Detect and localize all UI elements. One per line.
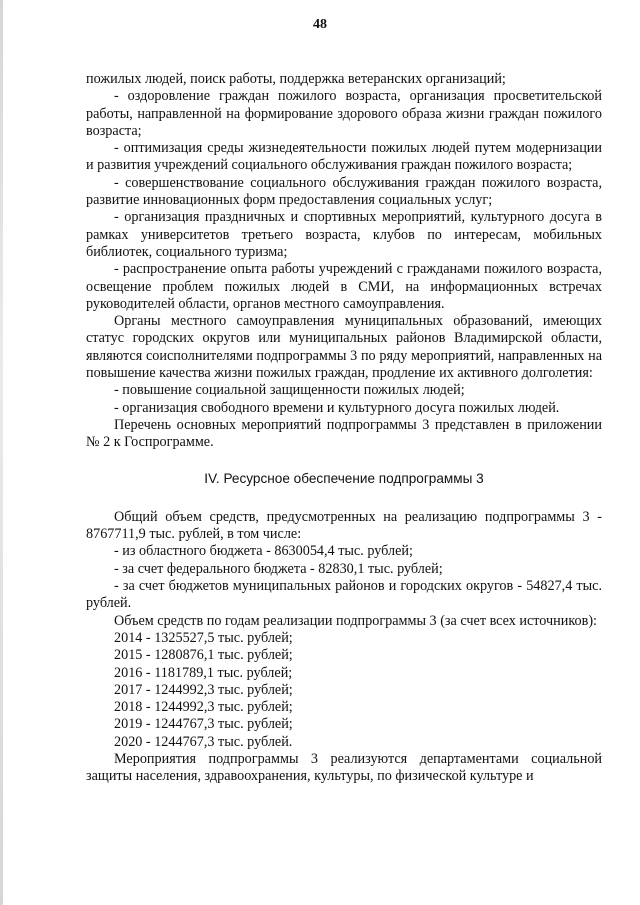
yearly-funding-item: 2018 - 1244992,3 тыс. рублей; (114, 699, 293, 716)
yearly-funding-item: 2019 - 1244767,3 тыс. рублей; (114, 716, 293, 733)
page-number: 48 (313, 17, 327, 32)
body-paragraph-7: - повышение социальной защищенности пожилых людей; (114, 382, 465, 399)
section-heading: IV. Ресурсное обеспечение подпрограммы 3 (204, 470, 484, 486)
funding-paragraph-3: - за счет бюджетов муниципальных районов и городских округов - 54827,4 тыс. рублей. (86, 578, 602, 612)
body-paragraph-6: Органы местного самоуправления муниципальных образований, имеющих статус городских округов или муниципальных районов Владимирской области, являются соисполнителями подпрограммы 3 по ряду мероприятий, направленных на повышение качества жизни пожилых граждан, продление их активного долголетия: (86, 313, 602, 382)
body-paragraph-1: - оздоровление граждан пожилого возраста, организация просветительской работы, направленной на формирование здорового образа жизни граждан пожилого возраста; (86, 88, 602, 139)
body-paragraph-2: - оптимизация среды жизнедеятельности пожилых людей путем модернизации и развития учреждений социального обслуживания граждан пожилого возраста; (86, 140, 602, 174)
body-paragraph-8: - организация свободного времени и культурного досуга пожилых людей. (114, 399, 560, 416)
closing-paragraph: Мероприятия подпрограммы 3 реализуются департаментами социальной защиты населения, здравоохранения, культуры, по физической культуре и (86, 750, 602, 785)
yearly-funding-item: 2020 - 1244767,3 тыс. рублей. (114, 733, 293, 750)
scan-edge (0, 0, 3, 905)
yearly-funding-item: 2014 - 1325527,5 тыс. рублей; (114, 629, 293, 646)
funding-paragraph-2: - за счет федерального бюджета - 82830,1 тыс. рублей; (114, 560, 443, 577)
body-paragraph-0: пожилых людей, поиск работы, поддержка ветеранских организаций; (86, 71, 506, 87)
yearly-funding-item: 2017 - 1244992,3 тыс. рублей; (114, 681, 293, 698)
funding-paragraph-1: - из областного бюджета - 8630054,4 тыс. рублей; (114, 543, 413, 560)
body-paragraph-4: - организация праздничных и спортивных мероприятий, культурного досуга в рамках университетов третьего возраста, клубов по интересам, мобильных библиотек, социального туризма; (86, 209, 602, 260)
yearly-funding-item: 2016 - 1181789,1 тыс. рублей; (114, 664, 293, 681)
funding-paragraph-0: Общий объем средств, предусмотренных на реализацию подпрограммы 3 - 8767711,9 тыс. рублей, в том числе: (86, 508, 602, 543)
funding-paragraph-4: Объем средств по годам реализации подпрограммы 3 (за счет всех источников): (114, 612, 597, 629)
body-paragraph-5: - распространение опыта работы учреждений с гражданами пожилого возраста, освещение проблем пожилых людей в СМИ, на информационных встречах руководителей области, органов местного самоуправления. (86, 261, 602, 312)
body-paragraph-3: - совершенствование социального обслуживания граждан пожилого возраста, развитие инновационных форм предоставления социальных услуг; (86, 174, 602, 209)
page-body (86, 71, 602, 786)
body-paragraph-9: Перечень основных мероприятий подпрограммы 3 представлен в приложении № 2 к Госпрограмме. (86, 416, 602, 451)
yearly-funding-item: 2015 - 1280876,1 тыс. рублей; (114, 647, 293, 664)
